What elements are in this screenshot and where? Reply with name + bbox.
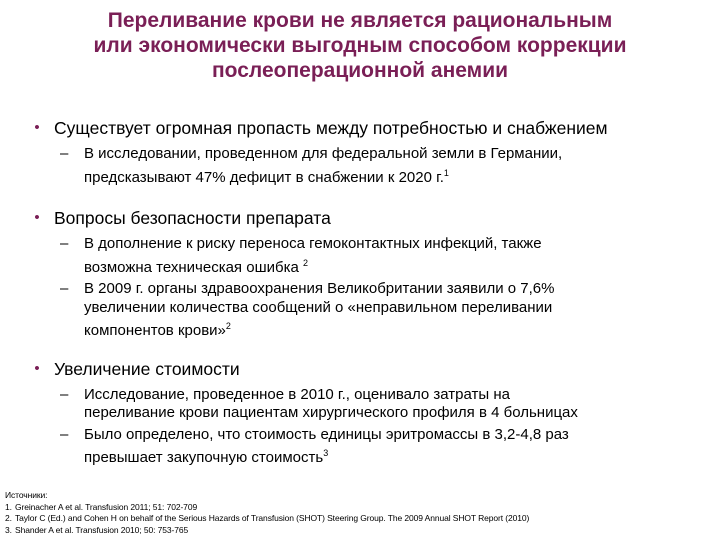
sub-text-line: В дополнение к риску переноса гемоконтактных инфекций, также: [84, 235, 542, 252]
sub-text-line: [84, 444, 710, 468]
sources-section: [5, 490, 715, 536]
bullet-text: Существует огромная пропасть между потребностью и снабжением: [54, 118, 608, 138]
dash-icon: –: [60, 425, 69, 443]
sub-text-line: переливание крови пациентам хирургического профиля в 4 больницах: [84, 404, 578, 421]
sub-text-line: Исследование, проведенное в 2010 г., оценивало затраты на: [84, 385, 510, 403]
sub-text: предсказывают 47% дефицит в снабжении к 2020 г.: [84, 168, 444, 186]
bullet-icon: •: [34, 209, 40, 226]
footnote-ref: 2: [302, 257, 308, 268]
sources-heading: Источники:: [5, 490, 48, 500]
footnote-ref: 2: [225, 321, 231, 331]
sub-text-line: увеличении количества сообщений о «неправильном переливании: [84, 298, 553, 316]
sub-item: [30, 426, 710, 468]
bullet-text: Вопросы безопасности препарата: [54, 208, 331, 228]
source-number: 1.: [5, 501, 12, 512]
source-text: Shander A et al. Transfusion 2010; 50: 753-765: [15, 524, 189, 535]
sub-text-line: В исследовании, проведенном для федеральной земли в Германии,: [84, 145, 563, 162]
sub-item: [30, 280, 710, 341]
sub-text: превышает закупочную стоимость: [84, 449, 324, 466]
footnote-ref: 1: [443, 167, 449, 178]
bullet-item: [30, 358, 710, 380]
bullet-icon: •: [34, 119, 40, 136]
source-item: [5, 513, 715, 525]
source-item: [5, 502, 715, 514]
dash-icon: –: [60, 280, 69, 297]
source-number: 3.: [5, 524, 12, 535]
sub-text-line: [84, 164, 710, 188]
source-text: Greinacher A et al. Transfusion 2011; 51: 702-709: [15, 501, 198, 512]
bullet-item: [30, 207, 710, 229]
dash-icon: –: [60, 145, 69, 162]
title-line: или экономически выгодным способом коррекции: [93, 34, 627, 57]
bullet-item: [30, 117, 710, 139]
sub-item: [30, 386, 710, 423]
sub-text-line: [84, 317, 710, 341]
sub-text: компонентов крови»: [84, 322, 226, 339]
sub-list: [30, 145, 710, 187]
sub-list: [30, 235, 710, 341]
title-line: Переливание крови не является рациональным: [107, 9, 613, 32]
sub-text-line: В 2009 г. органы здравоохранения Великобритании заявили о 7,6%: [84, 280, 555, 297]
sub-item: [30, 235, 710, 277]
title-line: послеоперационной анемии: [211, 59, 509, 82]
slide-body: [30, 117, 710, 471]
slide-title: [40, 8, 680, 83]
source-item: [5, 525, 715, 537]
sub-text-line: [84, 254, 710, 278]
footnote-ref: 3: [323, 448, 329, 458]
source-number: 2.: [5, 513, 12, 523]
bullet-text: Увеличение стоимости: [54, 358, 240, 379]
sub-item: [30, 145, 710, 187]
sub-list: [30, 386, 710, 468]
dash-icon: –: [60, 385, 69, 403]
bullet-icon: •: [34, 359, 40, 377]
dash-icon: –: [60, 235, 69, 252]
source-text: Taylor C (Ed.) and Cohen H on behalf of the Serious Hazards of Transfusion (SHOT) Steering Group. The 2009 Annual SHOT Report (2010): [15, 513, 530, 523]
sub-text-line: Было определено, что стоимость единицы эритромассы в 3,2-4,8 раз: [84, 425, 569, 443]
sub-text: возможна техническая ошибка: [84, 258, 299, 276]
